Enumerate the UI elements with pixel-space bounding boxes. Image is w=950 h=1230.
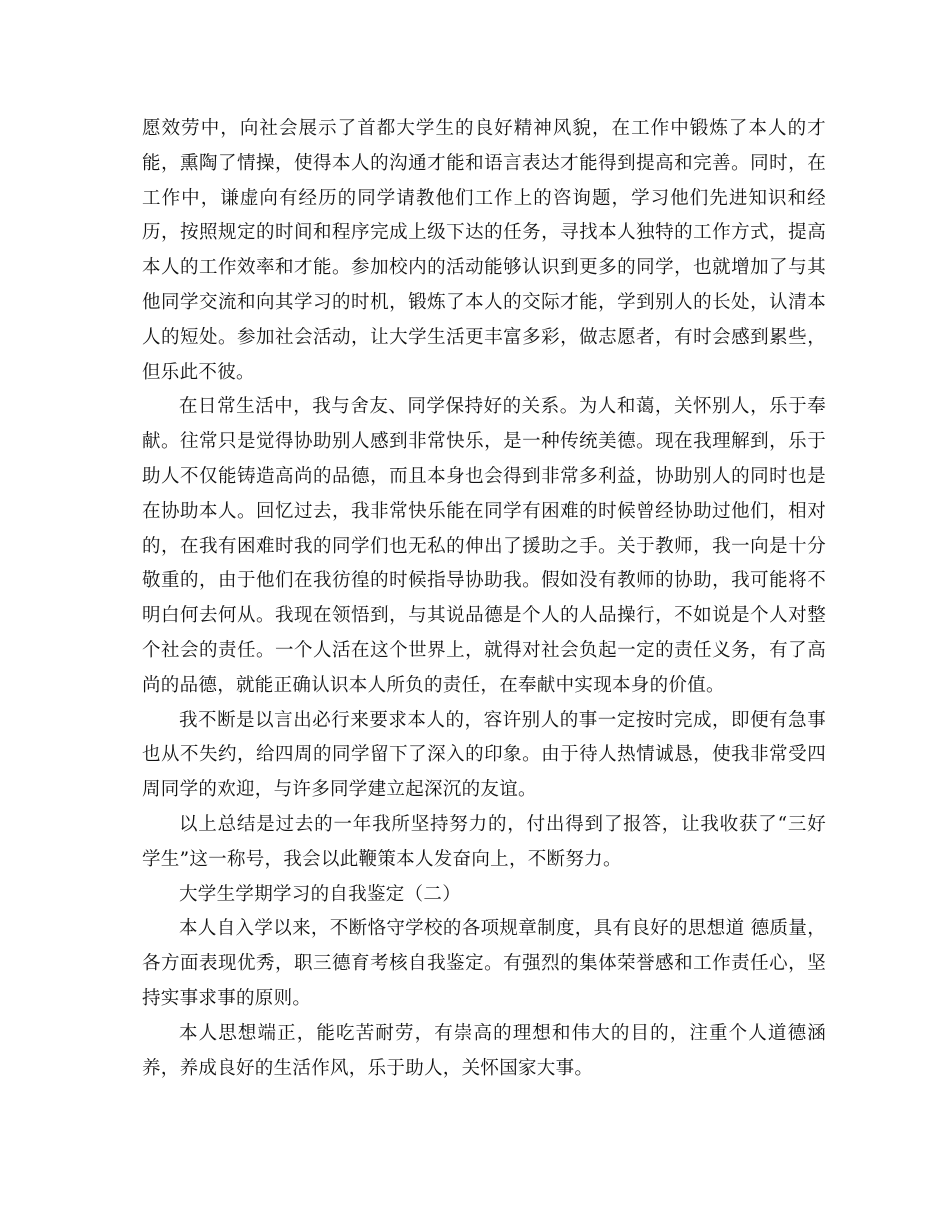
paragraph-promise: 我不断是以言出必行来要求本人的，容许别人的事一定按时完成，即便有急事也从不失约，给四周的同学留下了深入的印象。由于待人热情诚恳，使我非常受四周同学的欢迎，与许多同学建立起深沉的友谊。	[142, 709, 826, 801]
paragraph-rules: 本人自入学以来，不断恪守学校的各项规章制度，具有良好的思想道 德质量，各方面表现优秀，职三德育考核自我鉴定。有强烈的集体荣誉感和工作责任心，坚持实事求事的原则。	[142, 918, 826, 1009]
paragraph-character: 本人思想端正，能吃苦耐劳，有崇高的理想和伟大的目的，注重个人道德涵养，养成良好的生活作风，乐于助人，关怀国家大事。	[142, 1022, 826, 1079]
paragraph-daily-life: 在日常生活中，我与舍友、同学保持好的关系。为人和蔼，关怀别人，乐于奉献。往常只是觉得协助别人感到非常快乐，是一种传统美德。现在我理解到，乐于助人不仅能铸造高尚的品德，而且本身也会得到非常多利益，协助别人的同时也是在协助本人。回忆过去，我非常快乐能在同学有困难的时候曾经协助过他们，相对的，在我有困难时我的同学们也无私的伸出了援助之手。关于教师，我一向是十分敬重的，由于他们在我彷徨的时候指导协助我。假如没有教师的协助，我可能将不明白何去何从。我现在领悟到，与其说品德是个人的人品操行，不如说是个人对整个社会的责任。一个人活在这个世界上，就得对社会负起一定的责任义务，有了高尚的品德，就能正确认识本人所负的责任，在奉献中实现本身的价值。	[142, 396, 826, 696]
paragraph-summary: 以上总结是过去的一年我所坚持努力的，付出得到了报答，让我收获了“三好学生”这一称号，我会以此鞭策本人发奋向上，不断努力。	[142, 813, 826, 870]
section-heading: 大学生学期学习的自我鉴定（二）	[179, 883, 462, 905]
document-body	[142, 112, 826, 1086]
paragraph-continued: 愿效劳中，向社会展示了首都大学生的良好精神风貌，在工作中锻炼了本人的才能，熏陶了情操，使得本人的沟通才能和语言表达才能得到提高和完善。同时，在工作中，谦虚向有经历的同学请教他们工作上的咨询题，学习他们先进知识和经历，按照规定的时间和程序完成上级下达的任务，寻找本人独特的工作方式，提高本人的工作效率和才能。参加校内的活动能够认识到更多的同学，也就增加了与其他同学交流和向其学习的时机，锻炼了本人的交际才能，学到别人的长处，认清本人的短处。参加社会活动，让大学生活更丰富多彩，做志愿者，有时会感到累些，但乐此不彼。	[142, 118, 826, 383]
